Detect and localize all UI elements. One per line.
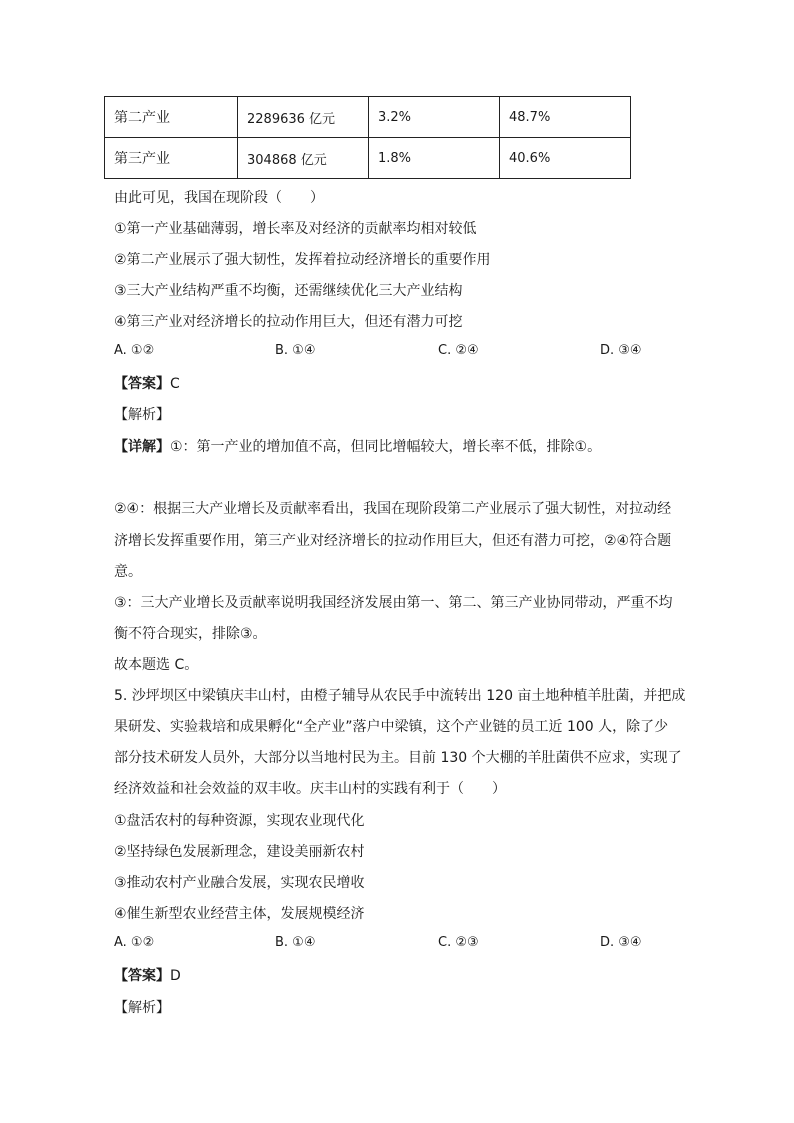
question-stem: 由此可见，我国在现阶段（ ） [114, 190, 324, 206]
answer-tag: 【答案】 [114, 376, 170, 392]
detail-paragraph-line: ③：三大产业增长及贡献率说明我国经济发展由第一、第二、第三产业协同带动，严重不均 [114, 595, 673, 611]
table-cell: 1.8% [369, 138, 500, 179]
option-b: B. ①④ [275, 343, 316, 358]
table-cell: 3.2% [369, 97, 500, 138]
statement-item: ②坚持绿色发展新理念，建设美丽新农村 [114, 844, 365, 860]
answer-options [114, 935, 674, 955]
answer-options [114, 343, 674, 363]
table-cell: 第二产业 [105, 97, 238, 138]
option-a: A. ①② [114, 935, 155, 950]
answer-value: C [170, 376, 180, 392]
answer-line [114, 966, 181, 986]
option-c: C. ②③ [438, 935, 479, 950]
question-stem: 果研发、实验栽培和成果孵化“全产业”落户中梁镇，这个产业链的员工近 100 人，除了少 [114, 719, 669, 735]
option-b: B. ①④ [275, 935, 316, 950]
option-c: C. ②④ [438, 343, 479, 358]
detail-line [114, 437, 601, 457]
detail-tag: 【详解】 [114, 439, 170, 455]
option-d: D. ③④ [600, 343, 642, 358]
table-cell: 48.7% [500, 97, 631, 138]
question-stem: 5. 沙坪坝区中梁镇庆丰山村，由橙子辅导从农民手中流转出 120 亩土地种植羊肚菌，并把成 [114, 688, 686, 704]
detail-paragraph-line: 意。 [114, 564, 142, 580]
analysis-tag: 【解析】 [114, 1000, 170, 1016]
detail-paragraph-line: 衡不符合现实，排除③。 [114, 626, 267, 642]
question-stem: 经济效益和社会效益的双丰收。庆丰山村的实践有利于（ ） [114, 781, 506, 797]
table-row [105, 138, 631, 179]
answer-line [114, 374, 180, 394]
statement-item: ③推动农村产业融合发展，实现农民增收 [114, 875, 365, 891]
analysis-tag: 【解析】 [114, 407, 170, 423]
table-row [105, 97, 631, 138]
detail-paragraph-line: 济增长发挥重要作用，第三产业对经济增长的拉动作用巨大，但还有潜力可挖，②④符合题 [114, 533, 672, 549]
answer-value: D [170, 968, 181, 984]
statement-item: ①盘活农村的每种资源，实现农业现代化 [114, 813, 365, 829]
conclusion: 故本题选 C。 [114, 657, 199, 673]
table-cell: 40.6% [500, 138, 631, 179]
statement-item: ④催生新型农业经营主体，发展规模经济 [114, 906, 365, 922]
question-stem: 部分技术研发人员外，大部分以当地村民为主。目前 130 个大棚的羊肚菌供不应求，实现了 [114, 750, 682, 766]
table-cell: 304868 亿元 [238, 138, 369, 179]
answer-tag: 【答案】 [114, 968, 170, 984]
detail-text: ①：第一产业的增加值不高，但同比增幅较大，增长率不低，排除①。 [170, 439, 602, 455]
statement-item: ③三大产业结构严重不均衡，还需继续优化三大产业结构 [114, 283, 463, 299]
option-d: D. ③④ [600, 935, 642, 950]
table-cell: 2289636 亿元 [238, 97, 369, 138]
option-a: A. ①② [114, 343, 155, 358]
industry-stats-table [104, 96, 631, 179]
statement-item: ①第一产业基础薄弱，增长率及对经济的贡献率均相对较低 [114, 221, 477, 237]
table-cell: 第三产业 [105, 138, 238, 179]
statement-item: ②第二产业展示了强大韧性，发挥着拉动经济增长的重要作用 [114, 252, 491, 268]
statement-item: ④第三产业对经济增长的拉动作用巨大，但还有潜力可挖 [114, 314, 463, 330]
detail-paragraph-line: ②④：根据三大产业增长及贡献率看出，我国在现阶段第二产业展示了强大韧性，对拉动经 [114, 501, 672, 517]
